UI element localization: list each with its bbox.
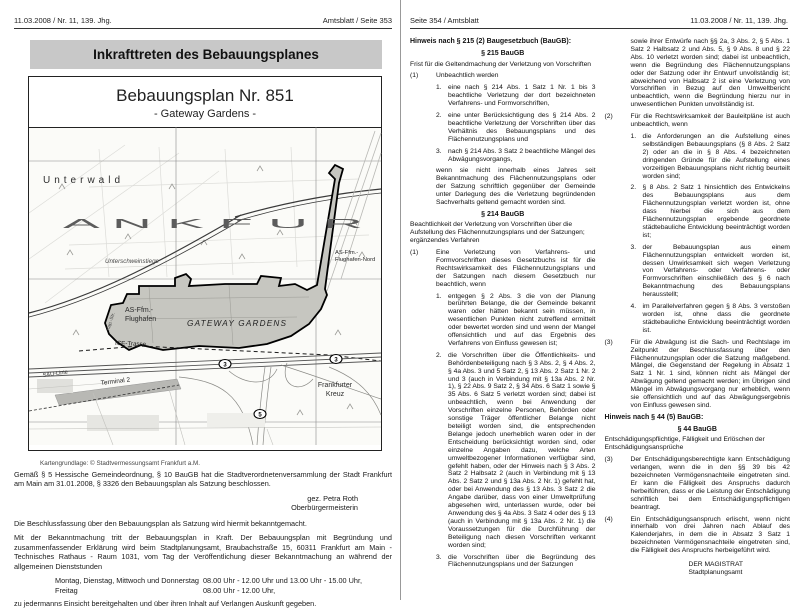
label-kreuz-1: Frankfurter <box>317 382 353 389</box>
resolution-paragraph: Gemäß § 5 Hessische Gemeindeordnung, § 10 BauGB hat die Stadtverordnetenversammlung der Stadt Frankfurt am Main am 31.01.2008, § 3326 den Bebauungsplan als Satzung beschlossen. <box>14 470 392 489</box>
label-ice-trasse: ICE-Trasse <box>114 340 147 349</box>
list-item <box>631 184 791 239</box>
road-badge-a3-west: 3 <box>223 362 227 369</box>
item-marker: 1. <box>436 84 442 92</box>
label-as-nord-2: Flughafen-Nord <box>335 257 376 263</box>
label-unterschweinstiege: Unterschweinstiege <box>105 258 159 265</box>
site-map <box>29 127 381 445</box>
signature-title: Oberbürgermeisterin <box>291 503 358 513</box>
item-marker: 1. <box>630 132 637 140</box>
list-item <box>631 303 791 335</box>
paragraph-text: Unbeachtlich werden <box>436 72 499 80</box>
office-times: 08.00 Uhr - 12.00 Uhr, <box>203 585 276 595</box>
issue-date: 11.03.2008 / Nr. 11, 139. Jhg. <box>14 16 112 25</box>
paragraph-text: Für die Rechtswirksamkeit der Bauleitpläne ist auch unbeachtlich, wenn <box>630 113 790 129</box>
map-caption: Kartengrundlage: © Stadtvermessungsamt Frankfurt a.M. <box>40 460 201 467</box>
continuation-text: sowie ihrer Entwürfe nach §§ 2a, 3 Abs. 2, § 5 Abs. 1 Satz 2 Halbsatz 2 und Abs. 5, § 9 Abs. 8 und § 22 Abs. 10 verletzt worden sind; dabei ist unbeachtlich, wenn die Begründung des Flächennutzungsplans oder der Satzung oder ihr Entwurf unvollständig ist; abweichend von Halbsatz 2 ist eine Verletzung von Vorschriften in Bezug auf den Umweltbericht unbeachtlich, wenn die Begründung hierzu nur in unwesentlichen Punkten unvollständig ist. <box>630 38 790 109</box>
list-item <box>436 148 596 164</box>
paragraph-marker: (1) <box>410 248 419 256</box>
paragraph-44-3 <box>605 456 791 511</box>
label-frankfurt-letters: A N K F U R <box>63 216 364 231</box>
label-kreuz-2: Kreuz <box>325 391 345 398</box>
item-text: eine unter Berücksichtigung des § 214 Abs. 2 beachtliche Verletzung der Vorschriften über das Verhältnis des Bebauungsplans und des Flächennutzungsplans und <box>448 112 596 143</box>
list-item <box>436 352 596 550</box>
plan-map-figure <box>28 76 382 451</box>
plan-name: - Gateway Gardens - <box>153 108 257 120</box>
item-marker: 1. <box>436 292 442 300</box>
paragraph-214-3 <box>605 339 791 410</box>
list-item <box>436 293 596 348</box>
item-marker: 4. <box>630 303 637 311</box>
road-badge-a3-east: 3 <box>334 357 338 364</box>
paragraph-text: Eine Verletzung von Verfahrens- und Formvorschriften dieses Gesetzbuchs ist für die Rechtswirksamkeit des Flächennutzungsplans und der Satzungen nach diesem Gesetzbuch nur beachtlich, wenn <box>436 248 596 288</box>
item-marker: 2. <box>436 351 442 359</box>
section-214-subtitle: Beachtlichkeit der Verletzung von Vorschriften über die Aufstellung des Flächennutzungsplans und der Satzungen; ergänzendes Verfahren <box>410 221 585 245</box>
office-hours <box>55 576 392 595</box>
section-214-heading: § 214 BauGB <box>481 211 525 218</box>
legal-text-columns <box>410 38 790 578</box>
left-page-body <box>14 470 392 614</box>
section-44-subtitle: Entschädigungspflichtige, Fälligkeit und Erlöschen der Entschädigungsansprüche <box>604 436 765 452</box>
list-item <box>631 244 791 299</box>
item-text: entgegen § 2 Abs. 3 die von der Planung berührten Belange, die der Gemeinde bekannt waren oder hätten bekannt sein müssen, in wesentlichen Punkten nicht zutreffend ermittelt oder bewertet worden sind und wenn der Mangel offensichtlich und auf das Ergebnis des Verfahrens von Einfluss gewesen ist; <box>448 292 596 347</box>
office-hours-row <box>55 586 392 595</box>
right-page-header <box>410 16 788 29</box>
list-item <box>436 84 596 108</box>
paragraph-marker: (2) <box>604 113 613 121</box>
label-as-nord-1: AS-Ffm.- <box>335 250 359 256</box>
item-text: nach § 214 Abs. 3 Satz 2 beachtliche Mängel des Abwägungsvorgangs, <box>448 147 596 163</box>
paragraph-214-1 <box>410 249 596 289</box>
page-number-left: Amtsblatt / Seite 353 <box>322 16 392 25</box>
signature-name: gez. Petra Roth <box>307 493 358 503</box>
page-divider <box>400 0 401 600</box>
paragraph-44-4 <box>605 516 791 556</box>
label-as-ffm-2: Flughafen <box>125 316 157 323</box>
item-marker: 2. <box>436 112 442 120</box>
effect-paragraph: Mit der Bekanntmachung tritt der Bebauungsplan in Kraft. Der Bebauungsplan mit Begründung und zusammenfassender Erklärung wird beim Stadtplanungsamt, Braubachstraße 15, 60311 Frankfurt am Main - Technisches Rathaus - Raum 1031, vom Tag der Veröffentlichung dieser Bekanntmachung an während der allgemeinen Dienststunden <box>14 533 392 571</box>
office-times: 08.00 Uhr - 12.00 Uhr und 13.00 Uhr - 15.00 Uhr, <box>203 576 363 586</box>
label-gateway-gardens: GATEWAY GARDENS <box>187 319 288 328</box>
section-215-subtitle: Frist für die Geltendmachung der Verletzung von Vorschriften <box>410 60 592 68</box>
item-text: der Bebauungsplan aus einem Flächennutzungsplan entwickelt worden ist, dessen Unwirksamkeit sich wegen Verletzung von Verfahrens- oder Verfahrens- oder Formvorschriften einschließlich des § 6 nach Bekanntmachung des Bebauungsplans herausstellt; <box>642 243 790 299</box>
left-page-header <box>14 16 392 29</box>
list-item <box>436 554 596 570</box>
office-hours-row <box>55 576 392 585</box>
item-marker: 3. <box>436 147 442 155</box>
item-marker: 3. <box>630 243 637 251</box>
continuation-text: wenn sie nicht innerhalb eines Jahres seit Bekanntmachung des Flächennutzungsplans oder der Satzung schriftlich gegenüber der Gemeinde unter Darlegung des die Verletzung begründenden Sachverhalts geltend gemacht worden sind. <box>436 167 596 207</box>
list-item <box>436 112 596 144</box>
label-su-line: S&U-Linie <box>42 369 69 379</box>
paragraph-214-2 <box>605 113 791 129</box>
paragraph-text: Der Entschädigungsberechtigte kann Entschädigung verlangen, wenn die in den §§ 39 bis 42 bezeichneten Vermögensnachteile eingetreten sind. Er kann die Fälligkeit des Anspruchs dadurch herbeiführen, dass er die Leistung der Entschädigung schriftlich bei dem Entschädigungspflichtigen beantragt. <box>630 456 790 511</box>
paragraph-marker: (4) <box>604 515 613 523</box>
item-marker: 3. <box>436 553 442 561</box>
paragraph-text: Ein Entschädigungsanspruch erlischt, wenn nicht innerhalb von drei Jahren nach Ablauf des Kalenderjahrs, in dem die in Absatz 3 Satz 1 bezeichneten Vermögensnachteile eingetreten sind, die Fälligkeit des Anspruchs herbeigeführt wird. <box>630 515 790 555</box>
signature-block <box>14 494 392 513</box>
stadtplanungsamt-line: Stadtplanungsamt <box>688 569 743 577</box>
paragraph-marker: (3) <box>604 456 613 464</box>
hinweis-44-heading: Hinweis nach § 44 (5) BauGB: <box>604 413 704 421</box>
list-item <box>631 133 791 180</box>
item-text: § 8 Abs. 2 Satz 1 hinsichtlich des Entwickelns des Bebauungsplans aus dem Flächennutzungsplan verletzt worden ist, ohne dass hierbei die sich aus dem Flächennutzungsplan ergebende geordnete städtebauliche Entwicklung beeinträchtigt worden ist; <box>642 184 790 239</box>
paragraph-text: Für die Abwägung ist die Sach- und Rechtslage im Zeitpunkt der Beschlussfassung über den Flächennutzungsplan oder die Satzung maßgebend. Mängel, die Gegenstand der Regelung in Absatz 1 Satz 1 Nr. 1 sind, können nicht als Mängel der Abwägung geltend gemacht werden; im Übrigen sind Mängel im Abwägungsvorgang nur erheblich, wenn sie offensichtlich und auf das Abwägungsergebnis von Einfluss gewesen sind. <box>630 338 790 409</box>
plan-number: Bebauungsplan Nr. 851 <box>116 86 294 105</box>
label-kap-str: Kap.-Str. <box>106 312 117 332</box>
paragraph-marker: (1) <box>410 72 419 80</box>
page-number-right: Seite 354 / Amtsblatt <box>410 16 479 25</box>
hinweis-215-heading: Hinweis nach § 215 (2) Baugesetzbuch (BauGB): <box>410 38 572 45</box>
item-text: im Parallelverfahren gegen § 8 Abs. 3 verstoßen worden ist, ohne dass die geordnete städtebauliche Entwicklung beeinträchtigt worden ist. <box>642 303 790 334</box>
road-badge-a5: 5 <box>258 412 262 419</box>
office-days: Freitag <box>55 585 78 595</box>
inspection-paragraph: zu jedermanns Einsicht bereitgehalten und über ihren Inhalt auf Verlangen Auskunft gegeben. <box>14 599 317 609</box>
item-text: die Vorschriften über die Öffentlichkeits- und Behördenbeteiligung nach § 3 Abs. 2, § 4 Abs. 2, § 4a Abs. 3 und 5 Satz 2, § 13 Abs. 2 Satz 1 Nr. 2 und 3 (auch in Verbindung mit § 13a Abs. 2 Nr. 1), § 22 Abs. 9 Satz 2, § 34 Abs. 6 Satz 1 sowie § 35 Abs. 6 Satz 5 verletzt worden sind; dabei ist unbeachtlich, wenn bei Anwendung der Vorschriften einzelne Personen, Behörden oder sonstige Träger öffentlicher Belange nicht beteiligt worden sind, die entsprechenden Belange jedoch unerheblich waren oder in der Entscheidung berücksichtigt worden sind, oder einzelne Angaben dazu, welche Arten umweltbezogener Informationen verfügbar sind, gefehlt haben, oder der Hinweis nach § 3 Abs. 2 Satz 2 Halbsatz 2 (auch in Verbindung mit § 13 Abs. 2 Satz 2 und § 13a Abs. 2 Nr. 1) gefehlt hat, oder bei Anwendung des § 13 Abs. 3 Satz 2 die Angabe darüber, dass von einer Umweltprüfung abgesehen wird, unterlassen wurde, oder bei Anwendung des § 4a Abs. 3 Satz 4 oder des § 13 (auch in Verbindung mit § 13a Abs. 2 Nr. 1) die Voraussetzungen für die Durchführung der Beteiligung nach diesen Vorschriften verkannt worden sind; <box>448 351 596 549</box>
magistrat-signature <box>689 561 791 578</box>
label-as-ffm-1: AS-Ffm.- <box>125 307 153 314</box>
item-text: die Vorschriften über die Begründung des Flächennutzungsplans und der Satzungen <box>448 553 596 569</box>
item-text: die Anforderungen an die Aufstellung eines selbständigen Bebauungsplans (§ 8 Abs. 2 Satz 2) oder an die in § 8 Abs. 4 bezeichneten dringenden Gründe für die Aufstellung eines vorzeitigen Bebauungsplans nicht richtig beurteilt worden sind; <box>642 132 790 180</box>
issue-date-right: 11.03.2008 / Nr. 11, 139. Jhg. <box>690 16 788 25</box>
label-terminal-2: Terminal 2 <box>100 376 131 387</box>
section-215-heading: § 215 BauGB <box>481 50 525 58</box>
office-days: Montag, Dienstag, Mittwoch und Donnerstag <box>55 576 199 586</box>
legal-column-left <box>410 38 596 578</box>
paragraph-215-1 <box>410 72 596 80</box>
announcement-paragraph: Die Beschlussfassung über den Bebauungsplan als Satzung wird hiermit bekanntgemacht. <box>14 518 307 528</box>
section-44-heading: § 44 BauGB <box>677 426 717 434</box>
paragraph-marker: (3) <box>604 338 613 346</box>
magistrat-line: DER MAGISTRAT <box>688 561 743 569</box>
label-unterwald: Unterwald <box>43 175 125 186</box>
item-marker: 2. <box>630 184 637 192</box>
item-text: eine nach § 214 Abs. 1 Satz 1 Nr. 1 bis 3 beachtliche Verletzung der dort bezeichneten Verfahrens- und Formvorschriften, <box>448 84 596 108</box>
legal-column-right <box>605 38 791 578</box>
notice-title: Inkrafttreten des Bebauungsplanes <box>30 40 382 69</box>
